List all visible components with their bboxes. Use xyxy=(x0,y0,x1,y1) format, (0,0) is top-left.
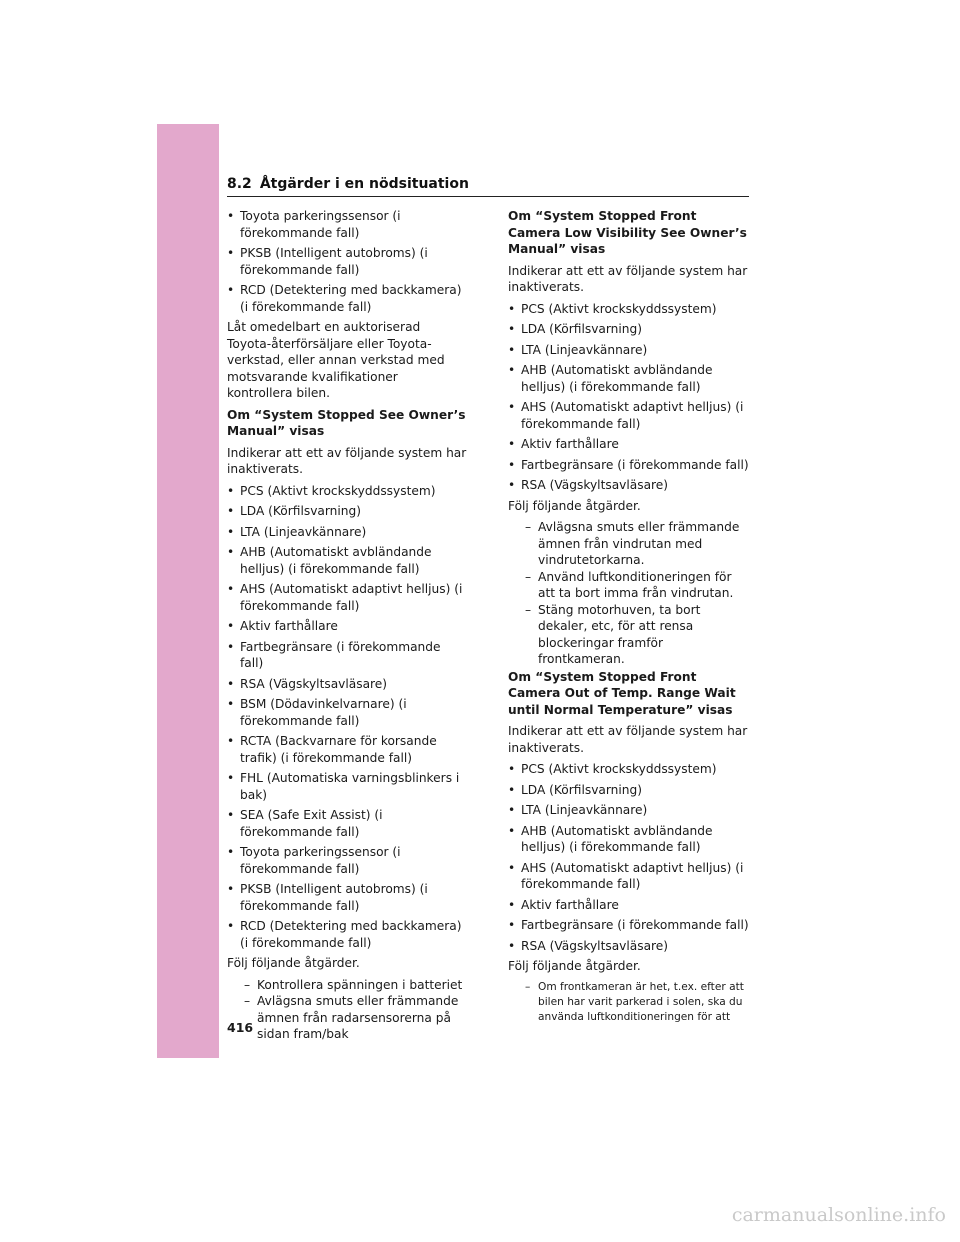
bullet-item: • Fartbegränsare (i förekommande fall) xyxy=(227,639,467,672)
bullet-item: • AHS (Automatiskt adaptivt helljus) (i förekommande fall) xyxy=(508,860,752,893)
dash-item: – Stäng motorhuven, ta bort dekaler, etc, för att rensa blockeringar framför frontkameran. xyxy=(508,602,752,668)
bullet-item: • RSA (Vägskyltsavläsare) xyxy=(508,477,752,494)
bullet-item: • Aktiv farthållare xyxy=(508,897,752,914)
section-header xyxy=(227,176,749,197)
bullet-item: • RCTA (Backvarnare för korsande trafik) (i förekommande fall) xyxy=(227,733,467,766)
bullet-item: • LDA (Körfilsvarning) xyxy=(508,782,752,799)
bullet-item: • PCS (Aktivt krockskyddssystem) xyxy=(227,483,467,500)
section-number: 8.2 xyxy=(227,176,252,192)
bullet-item: • AHB (Automatiskt avbländande helljus) (i förekommande fall) xyxy=(227,544,467,577)
paragraph: Följ följande åtgärder. xyxy=(508,959,641,973)
bullet-item: • Toyota parkeringssensor (i förekommande fall) xyxy=(227,844,467,877)
bullet-item: • BSM (Dödavinkelvarnare) (i förekommande fall) xyxy=(227,696,467,729)
paragraph: Indikerar att ett av följande system har inaktiverats. xyxy=(227,445,467,476)
bullet-item: • PKSB (Intelligent autobroms) (i förekommande fall) xyxy=(227,881,467,914)
bullet-item: • Fartbegränsare (i förekommande fall) xyxy=(508,457,752,474)
bullet-item: • LTA (Linjeavkännare) xyxy=(508,802,752,819)
bullet-item: • AHB (Automatiskt avbländande helljus) (i förekommande fall) xyxy=(508,823,752,856)
dash-item: – Kontrollera spänningen i batteriet xyxy=(227,977,467,994)
bullet-item: • RSA (Vägskyltsavläsare) xyxy=(508,938,752,955)
bullet-item: • SEA (Safe Exit Assist) (i förekommande fall) xyxy=(227,807,467,840)
paragraph: Indikerar att ett av följande system har inaktiverats. xyxy=(508,263,748,294)
bullet-item: • Aktiv farthållare xyxy=(227,618,467,635)
bullet-item: • LTA (Linjeavkännare) xyxy=(227,524,467,541)
bullet-item: • Aktiv farthållare xyxy=(508,436,752,453)
dash-item: – Avlägsna smuts eller främmande ämnen från radarsensorerna på sidan fram/bak xyxy=(227,993,467,1043)
subheading: Om “System Stopped See Owner’s Manual” visas xyxy=(227,407,466,438)
bullet-item: • AHS (Automatiskt adaptivt helljus) (i förekommande fall) xyxy=(227,581,467,614)
dash-item: – Om frontkameran är het, t.ex. efter att bilen har varit parkerad i solen, ska du använda luftkonditioneringen för att xyxy=(508,980,752,1025)
left-column xyxy=(227,208,467,1043)
paragraph: Följ följande åtgärder. xyxy=(508,498,641,513)
paragraph: Följ följande åtgärder. xyxy=(227,956,360,970)
bullet-item: • AHS (Automatiskt adaptivt helljus) (i förekommande fall) xyxy=(508,399,752,432)
subheading: Om “System Stopped Front Camera Low Visibility See Owner’s Manual” visas xyxy=(508,209,747,256)
bullet-item: • PKSB (Intelligent autobroms) (i förekommande fall) xyxy=(227,245,467,278)
subheading: Om “System Stopped Front Camera Out of Temp. Range Wait until Normal Temperature” visas xyxy=(508,669,736,717)
bullet-item: • FHL (Automatiska varningsblinkers i bak) xyxy=(227,770,467,803)
paragraph: Indikerar att ett av följande system har inaktiverats. xyxy=(508,724,748,755)
bullet-item: • AHB (Automatiskt avbländande helljus) (i förekommande fall) xyxy=(508,362,752,395)
footer-watermark: carmanualsonline.info xyxy=(731,1204,946,1226)
dash-item: – Använd luftkonditioneringen för att ta bort imma från vindrutan. xyxy=(508,569,752,602)
right-column xyxy=(508,208,752,1025)
bullet-item: • LDA (Körfilsvarning) xyxy=(508,321,752,338)
bullet-item: • RCD (Detektering med backkamera) (i förekommande fall) xyxy=(227,282,467,315)
bullet-item: • RCD (Detektering med backkamera) (i förekommande fall) xyxy=(227,918,467,951)
page-number: 416 xyxy=(227,1020,254,1035)
bullet-item: • PCS (Aktivt krockskyddssystem) xyxy=(508,761,752,778)
bullet-item: • Fartbegränsare (i förekommande fall) xyxy=(508,917,752,934)
bullet-item: • LDA (Körfilsvarning) xyxy=(227,503,467,520)
section-title: Åtgärder i en nödsituation xyxy=(259,176,469,192)
chapter-tab xyxy=(157,124,219,1058)
bullet-item: • PCS (Aktivt krockskyddssystem) xyxy=(508,301,752,318)
paragraph: Låt omedelbart en auktoriserad Toyota-återförsäljare eller Toyota-verkstad, eller annan verkstad med motsvarande kvalifikationer kontrollera bilen. xyxy=(227,320,445,400)
bullet-item: • Toyota parkeringssensor (i förekommande fall) xyxy=(227,208,467,241)
bullet-item: • LTA (Linjeavkännare) xyxy=(508,342,752,359)
dash-item: – Avlägsna smuts eller främmande ämnen från vindrutan med vindrutetorkarna. xyxy=(508,519,752,569)
bullet-item: • RSA (Vägskyltsavläsare) xyxy=(227,676,467,693)
